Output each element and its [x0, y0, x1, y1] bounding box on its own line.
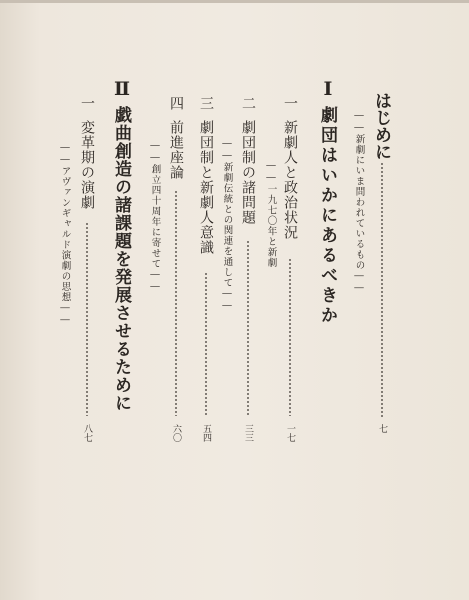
p2-ch1-subtitle: ――アヴァンギャルド演劇の思想―― — [59, 142, 71, 327]
p1-ch3-leader-dots — [205, 272, 207, 416]
p2-ch1-num: 一 — [79, 96, 95, 111]
p1-ch1-page: 一七 — [285, 424, 295, 442]
p1-ch2-title: 劇団制の諸問題 — [240, 120, 256, 225]
p1-ch2-leader-dots — [247, 240, 249, 416]
p2-ch1-page: 八七 — [82, 424, 92, 442]
p2-ch1-title: 変革期の演劇 — [79, 120, 95, 210]
p1-ch1-subtitle: ――一九七〇年と新劇 — [265, 160, 277, 268]
p1-ch4-leader-dots — [175, 190, 177, 416]
p1-ch1-title: 新劇人と政治状況 — [282, 120, 298, 240]
p2-ch1-leader-dots — [86, 222, 88, 416]
p1-ch4-num: 四 — [168, 96, 184, 111]
p1-ch3-page: 五四 — [201, 424, 211, 442]
part1-numeral: Ⅰ — [317, 78, 339, 100]
part1-title: 劇団はいかにあるべきか — [317, 106, 337, 326]
part2-numeral: Ⅱ — [111, 78, 133, 100]
page-edge — [0, 0, 469, 3]
p1-ch4-subtitle: ――創立四十周年に寄せて―― — [149, 140, 161, 293]
intro-subtitle: ――新劇にいま問われているもの―― — [353, 110, 365, 295]
p1-ch3-title: 劇団制と新劇人意識 — [198, 120, 214, 255]
intro-title: はじめに — [371, 92, 391, 160]
intro-page: 七 — [377, 424, 387, 433]
part2-title: 戯曲創造の諸課題を発展させるために — [111, 106, 131, 412]
p1-ch1-leader-dots — [289, 258, 291, 416]
p1-ch4-page: 六〇 — [171, 424, 181, 442]
p1-ch4-title: 前進座論 — [168, 120, 184, 180]
p1-ch2-subtitle: ――新劇伝統との関連を通して―― — [221, 138, 233, 312]
intro-leader-dots — [381, 162, 383, 417]
p1-ch3-num: 三 — [198, 96, 214, 111]
p1-ch2-num: 二 — [240, 96, 256, 111]
p1-ch2-page: 三三 — [243, 424, 253, 442]
p1-ch1-num: 一 — [282, 96, 298, 111]
